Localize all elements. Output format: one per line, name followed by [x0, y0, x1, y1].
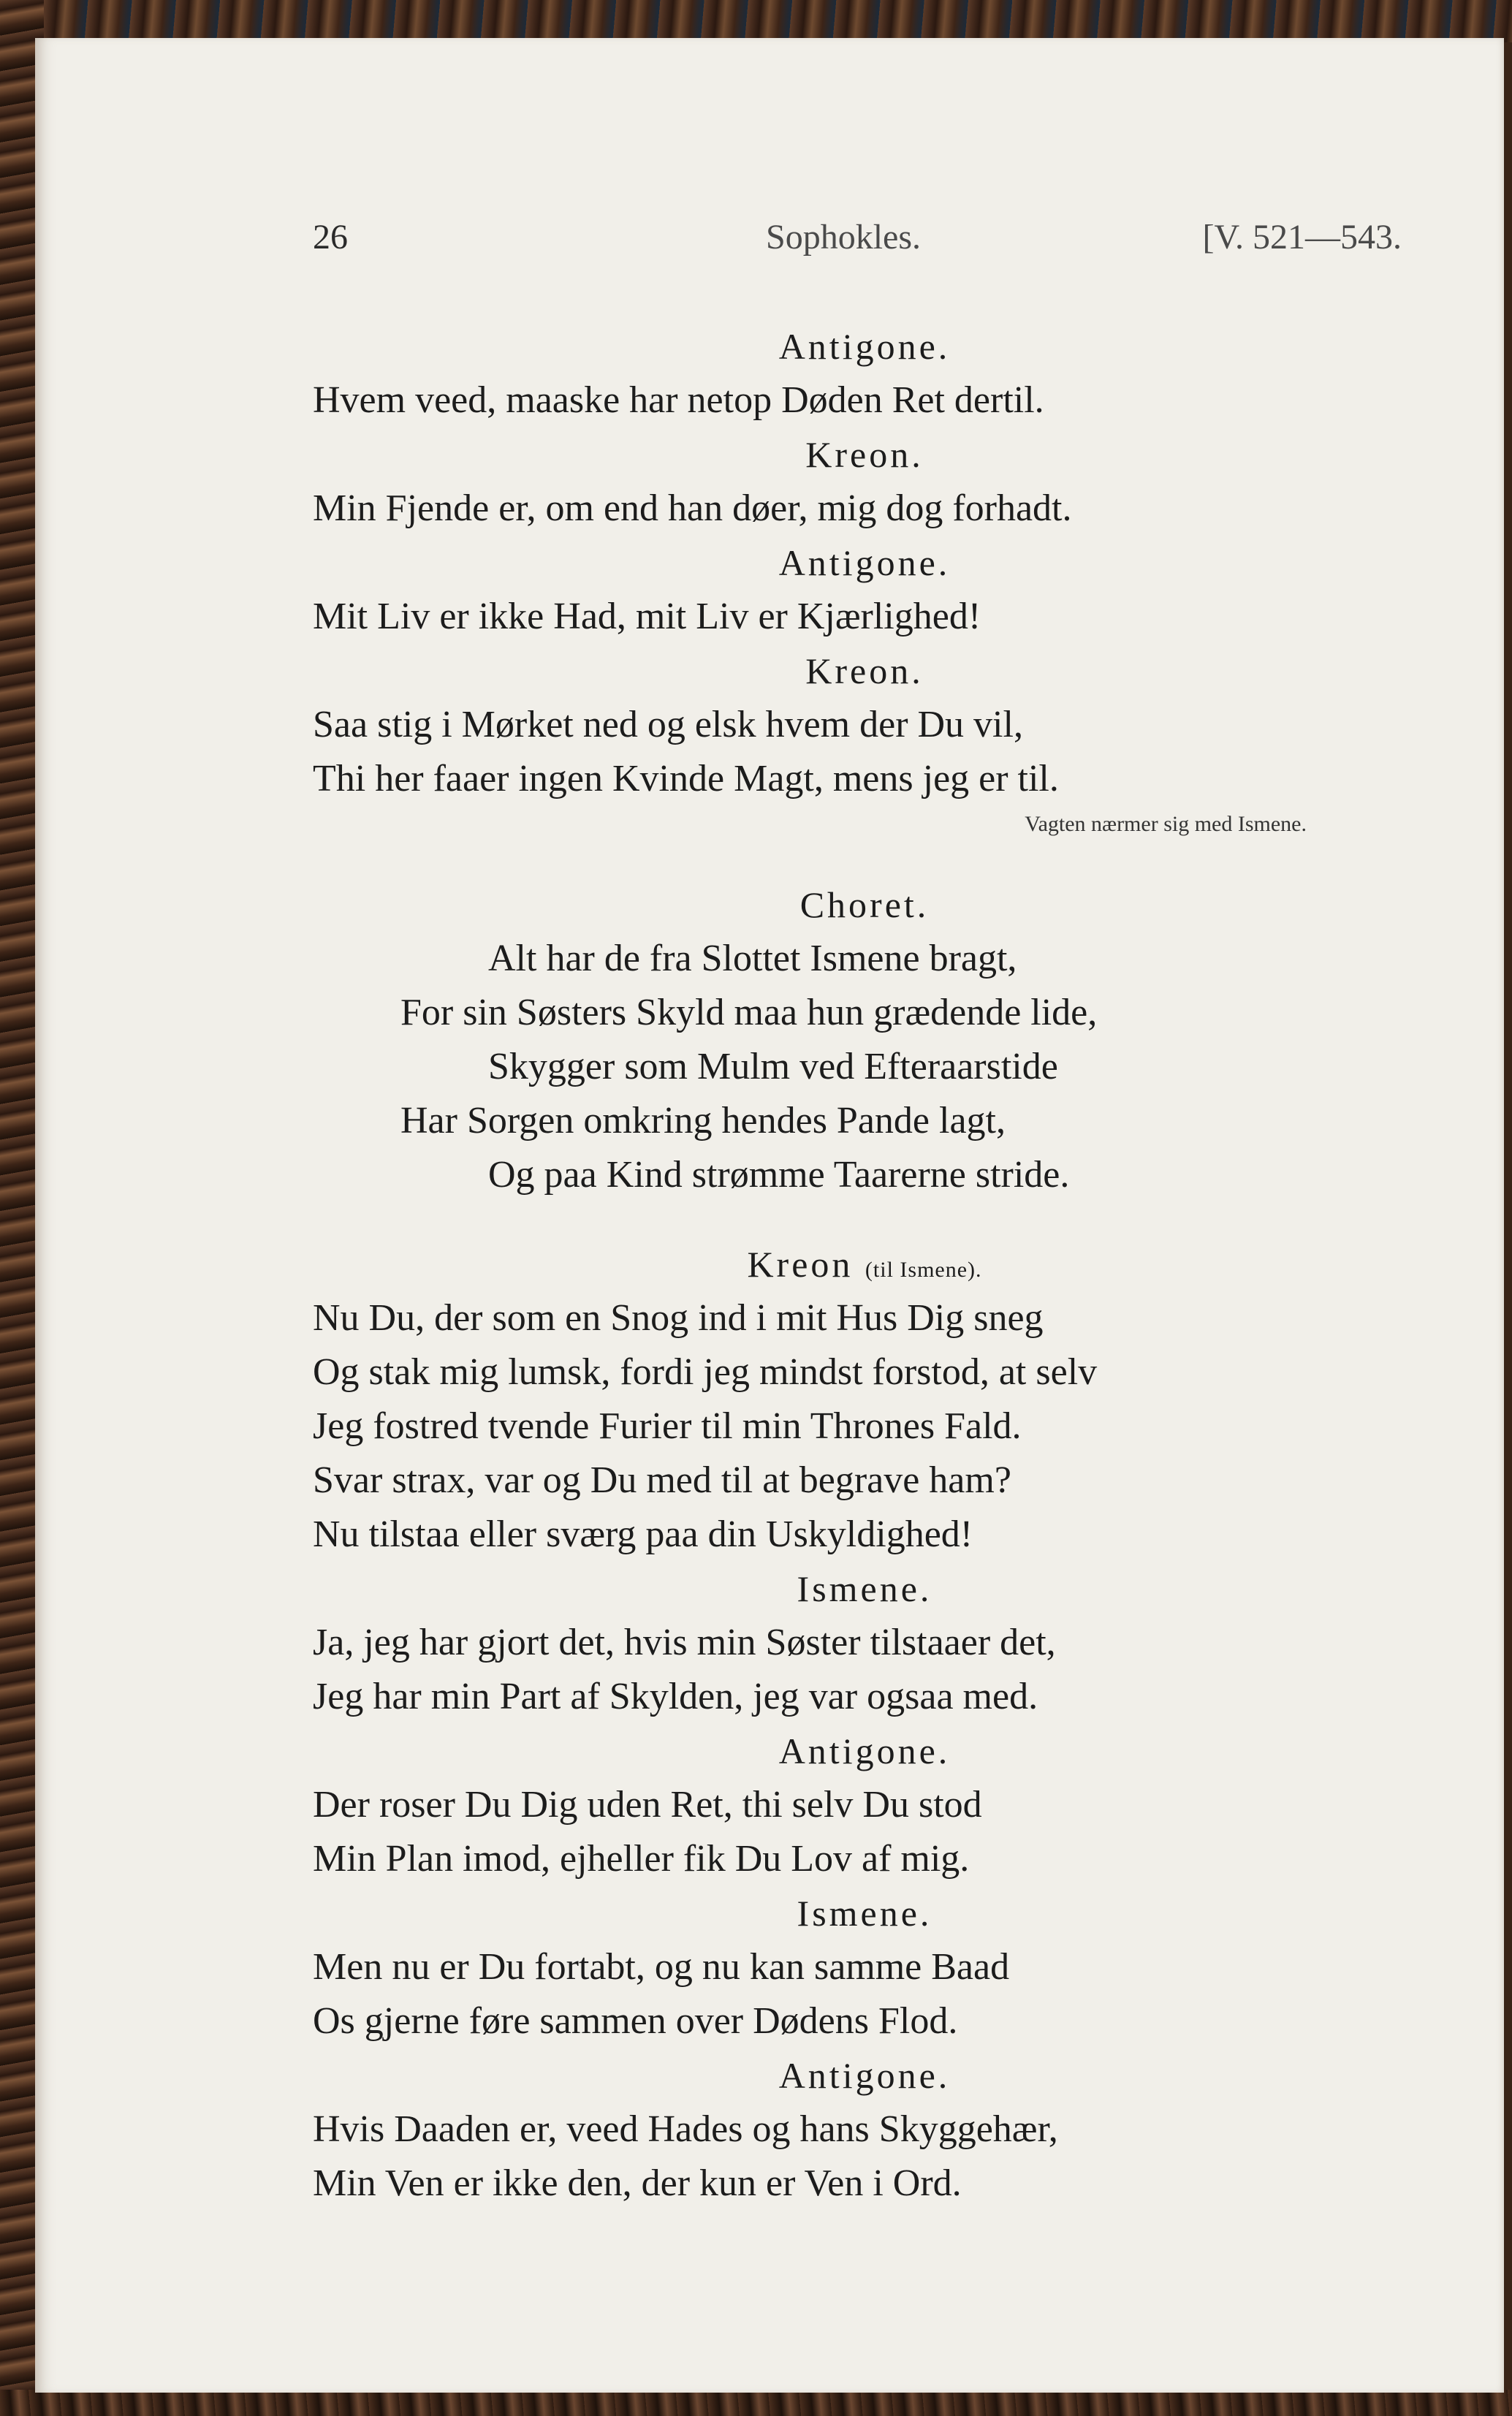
verse-line: Saa stig i Mørket ned og elsk hvem der Du vil, [313, 704, 1023, 745]
page-number: 26 [313, 218, 348, 257]
verse-line: Hvis Daaden er, veed Hades og hans Skyggehær, [313, 2108, 1058, 2150]
book-page [35, 38, 1504, 2393]
speaker-label: Choret. [799, 884, 930, 925]
speaker-name [313, 1237, 1372, 1291]
verse-range: [V. 521—543. [1202, 218, 1402, 257]
verse-line: Og stak mig lumsk, fordi jeg mindst forstod, at selv [313, 1351, 1098, 1393]
verse-line: Os gjerne føre sammen over Dødens Flod. [313, 2000, 958, 2042]
running-title: Sophokles. [766, 218, 922, 257]
verse-line: Jeg fostred tvende Furier til min Thrones Fald. [313, 1405, 1022, 1447]
speaker-name [313, 1724, 1372, 1778]
play-text [313, 319, 1372, 2211]
speaker-name [313, 319, 1372, 373]
verse-line: Min Plan imod, ejheller fik Du Lov af mig. [313, 1838, 970, 1880]
verse-line: Nu tilstaa eller sværg paa din Uskyldighed! [313, 1513, 973, 1555]
speaker-name [313, 1886, 1372, 1940]
verse-line: Der roser Du Dig uden Ret, thi selv Du stod [313, 1784, 982, 1826]
speaker-name [313, 2048, 1372, 2102]
spacer [313, 843, 1372, 878]
speaker-name [313, 644, 1372, 698]
verse-line: Men nu er Du fortabt, og nu kan samme Baad [313, 1946, 1010, 1988]
speaker-label: Kreon. [805, 650, 924, 691]
verse-line: Jeg har min Part af Skylden, jeg var ogsaa med. [313, 1676, 1038, 1717]
verse-line: Svar strax, var og Du med til at begrave ham? [313, 1459, 1011, 1501]
verse-line: Nu Du, der som en Snog ind i mit Hus Dig sneg [313, 1297, 1044, 1339]
verse-line: Thi her faaer ingen Kvinde Magt, mens jeg er til. [313, 758, 1059, 799]
book-binding-top [0, 0, 1512, 42]
stage-aside: (til Ismene). [865, 1258, 982, 1282]
book-binding-bottom [0, 2390, 1512, 2416]
verse-line: For sin Søsters Skyld maa hun grædende lide, [400, 992, 1098, 1033]
verse-line: Skygger som Mulm ved Efteraarstide [488, 1046, 1058, 1087]
speaker-label: Antigone. [778, 326, 951, 367]
speaker-name [313, 428, 1372, 482]
page-header [313, 217, 1402, 268]
stage-direction: Vagten nærmer sig med Ismene. [1025, 812, 1307, 836]
speaker-label: Kreon [747, 1244, 854, 1285]
speaker-name [313, 1562, 1372, 1616]
verse-line: Hvem veed, maaske har netop Døden Ret dertil. [313, 379, 1044, 421]
speaker-name [313, 878, 1372, 932]
spacer [313, 1202, 1372, 1237]
speaker-label: Antigone. [778, 1731, 951, 1771]
speaker-name [313, 536, 1372, 590]
speaker-label: Antigone. [778, 2055, 951, 2096]
speaker-label: Ismene. [797, 1893, 932, 1934]
verse-line: Min Fjende er, om end han døer, mig dog forhadt. [313, 487, 1072, 529]
verse-line: Min Ven er ikke den, der kun er Ven i Ord. [313, 2162, 962, 2204]
speaker-label: Ismene. [797, 1568, 932, 1609]
speaker-label: Kreon. [805, 434, 924, 475]
verse-line: Og paa Kind strømme Taarerne stride. [488, 1154, 1070, 1196]
verse-line: Mit Liv er ikke Had, mit Liv er Kjærlighed! [313, 596, 981, 637]
verse-line: Ja, jeg har gjort det, hvis min Søster tilstaaer det, [313, 1622, 1056, 1663]
verse-line: Har Sorgen omkring hendes Pande lagt, [400, 1100, 1006, 1141]
speaker-label: Antigone. [778, 542, 951, 583]
verse-line: Alt har de fra Slottet Ismene bragt, [488, 938, 1017, 979]
